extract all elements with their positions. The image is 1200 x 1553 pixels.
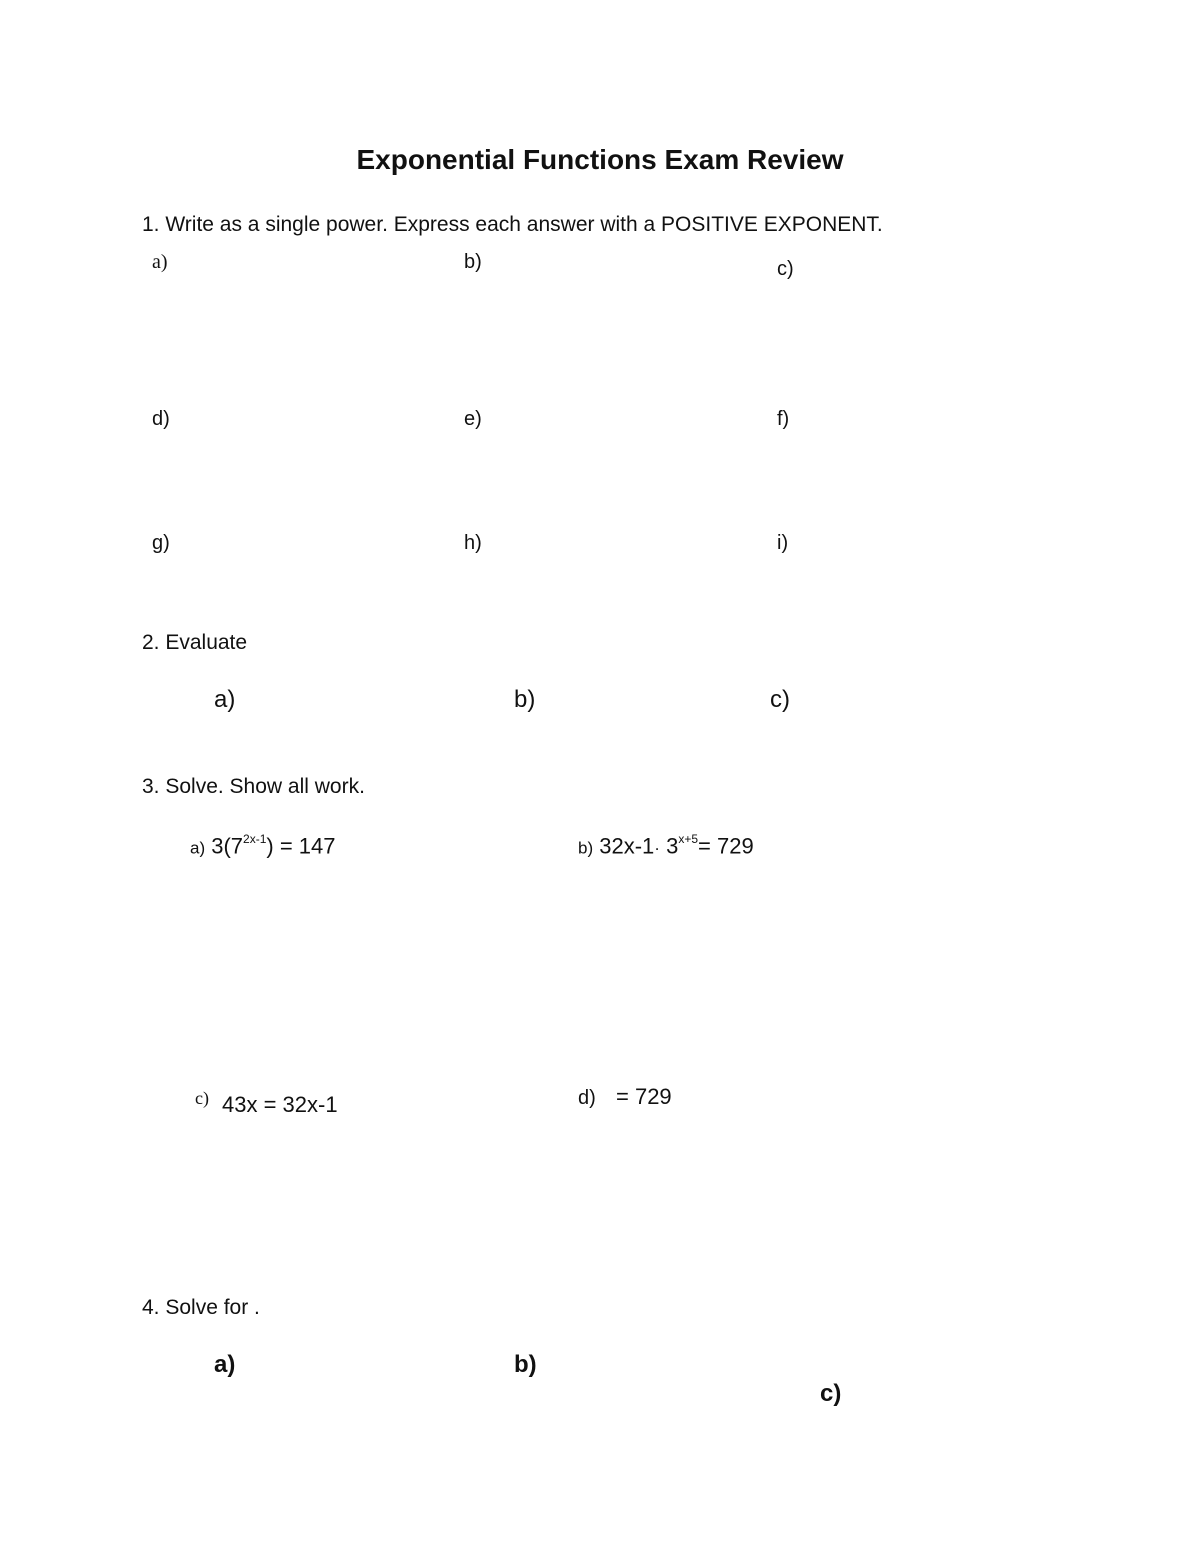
question-3-text: 3. Solve. Show all work. <box>142 775 365 798</box>
q1-label-i: i) <box>777 532 789 554</box>
q3a-exponent: 2x-1 <box>243 832 267 846</box>
q1-label-e: e) <box>464 408 482 430</box>
q3d-equation: = 729 <box>616 1084 672 1109</box>
q3d-label: d) <box>578 1087 596 1109</box>
q2-label-c: c) <box>770 686 790 713</box>
q1-label-h: h) <box>464 532 482 554</box>
q3b-equation <box>578 832 754 859</box>
q3b-base: 3 <box>666 833 679 859</box>
q3b-post: = 729 <box>698 833 754 859</box>
q2-label-b: b) <box>514 686 536 713</box>
page-title: Exponential Functions Exam Review <box>356 144 844 175</box>
q3c-equation: 43x = 32x-1 <box>222 1092 338 1117</box>
q3b-expr: 32x-1 <box>599 833 655 859</box>
q3b-exponent: x+5 <box>678 832 699 846</box>
q1-label-f: f) <box>777 408 790 430</box>
q1-label-a: a) <box>152 251 168 273</box>
q1-label-b: b) <box>464 251 482 273</box>
q1-label-g: g) <box>152 532 170 554</box>
q3a-label: a) <box>190 838 206 858</box>
q3b-label: b) <box>578 838 594 858</box>
question-2-text: 2. Evaluate <box>142 631 248 654</box>
q3a-post: ) = 147 <box>266 833 336 859</box>
q4-label-c: c) <box>820 1380 842 1407</box>
q3a-pre: 3(7 <box>211 833 244 859</box>
q3c-label: c) <box>195 1088 209 1108</box>
question-1-text: 1. Write as a single power. Express each answer with a POSITIVE EXPONENT. <box>142 213 883 236</box>
q3a-equation <box>190 832 336 859</box>
q1-label-c: c) <box>777 258 794 280</box>
q4-label-b: b) <box>514 1351 537 1378</box>
q2-label-a: a) <box>214 686 236 713</box>
question-4-text: 4. Solve for . <box>142 1296 260 1319</box>
q3b-dot: · <box>654 838 660 858</box>
q4-label-a: a) <box>214 1351 236 1378</box>
q1-label-d: d) <box>152 408 170 430</box>
